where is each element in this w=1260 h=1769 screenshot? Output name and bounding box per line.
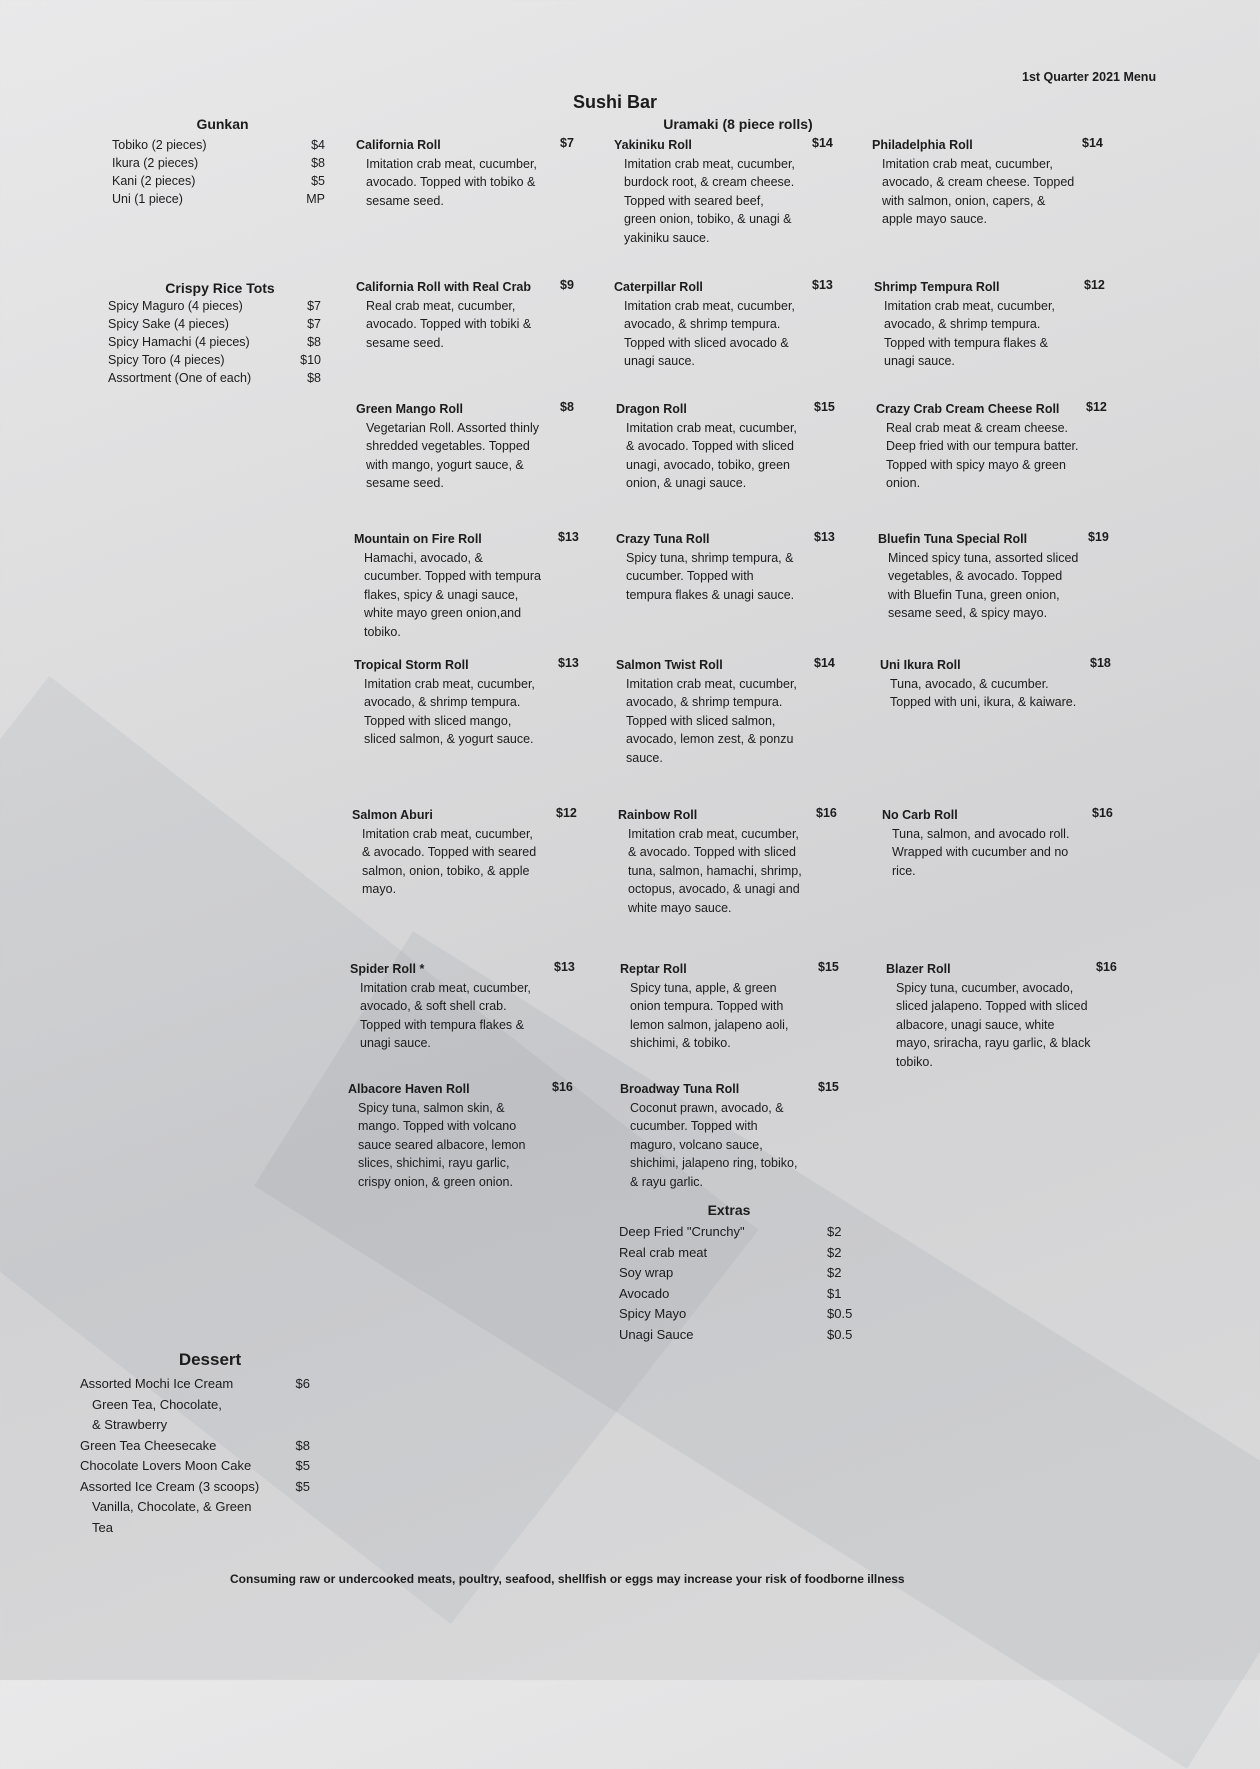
- menu-item: [108, 333, 321, 351]
- menu-item: [619, 1263, 859, 1284]
- roll-description: Coconut prawn, avocado, & cucumber. Topped with maguro, volcano sauce, shichimi, jalapeno ring, tobiko, & rayu garlic.: [630, 1100, 798, 1189]
- roll-description: Imitation crab meat, cucumber, avocado, & cream cheese. Topped with salmon, onion, capers, & apple mayo sauce.: [882, 156, 1075, 226]
- item-price: $7: [307, 317, 321, 331]
- section-heading-gunkan: Gunkan: [196, 116, 249, 132]
- roll-price: $9: [560, 278, 574, 292]
- roll-name: Philadelphia Roll: [872, 138, 973, 152]
- roll-name: No Carb Roll: [882, 808, 958, 822]
- roll-description: Imitation crab meat, cucumber, & avocado. Topped with seared salmon, onion, tobiko, & apple mayo.: [362, 826, 537, 896]
- item-name: Assorted Mochi Ice Cream: [80, 1376, 234, 1391]
- item-name: Chocolate Lovers Moon Cake: [80, 1458, 252, 1473]
- item-price: $4: [311, 138, 325, 152]
- roll-description: Minced spicy tuna, assorted sliced vegetables, & avocado. Topped with Bluefin Tuna, green onion, sesame seed, & spicy mayo.: [888, 550, 1079, 620]
- menu-item: [108, 369, 321, 387]
- roll-price: $16: [1096, 960, 1117, 974]
- roll-description: Imitation crab meat, cucumber, avocado. Topped with tobiko & sesame seed.: [366, 156, 537, 208]
- roll-description: Imitation crab meat, cucumber, & avocado. Topped with sliced unagi, avocado, tobiko, green onion, & unagi sauce.: [626, 420, 797, 490]
- menu-item: [112, 154, 325, 172]
- menu-item: [108, 351, 321, 369]
- roll-name: California Roll with Real Crab: [356, 280, 532, 294]
- roll-name: Blazer Roll: [886, 962, 951, 976]
- roll-item: [356, 278, 544, 352]
- roll-price: $14: [812, 136, 833, 150]
- roll-price: $13: [558, 656, 579, 670]
- roll-item: [874, 278, 1079, 371]
- item-name: Unagi Sauce: [619, 1326, 694, 1342]
- roll-description: Spicy tuna, shrimp tempura, & cucumber. Topped with tempura flakes & unagi sauce.: [626, 550, 795, 602]
- item-description: & Strawberry: [92, 1417, 168, 1432]
- roll-item: [872, 136, 1077, 229]
- roll-item: [356, 400, 544, 493]
- roll-price: $8: [560, 400, 574, 414]
- item-description: Green Tea, Chocolate,: [92, 1396, 222, 1412]
- roll-name: Tropical Storm Roll: [354, 658, 469, 672]
- roll-description: Imitation crab meat, cucumber, avocado, & shrimp tempura. Topped with sliced salmon, avocado, lemon zest, & ponzu sauce.: [626, 676, 797, 765]
- roll-price: $13: [554, 960, 575, 974]
- roll-item: [876, 400, 1081, 493]
- roll-item: [878, 530, 1083, 623]
- item-price: $5: [295, 1478, 310, 1494]
- item-price: $10: [300, 353, 321, 367]
- roll-item: [882, 806, 1087, 880]
- roll-price: $18: [1090, 656, 1111, 670]
- item-name: Real crab meat: [619, 1244, 708, 1260]
- roll-description: Real crab meat & cream cheese. Deep fried with our tempura batter. Topped with spicy mayo & green onion.: [886, 420, 1079, 490]
- item-name: Kani (2 pieces): [112, 174, 196, 188]
- roll-item: [620, 960, 805, 1053]
- roll-item: [352, 806, 540, 899]
- menu-item: [108, 315, 321, 333]
- item-name: Spicy Sake (4 pieces): [108, 317, 229, 331]
- roll-item: [616, 656, 801, 767]
- roll-item: [620, 1080, 805, 1191]
- menu-item: [619, 1243, 859, 1264]
- roll-price: $12: [556, 806, 577, 820]
- dessert-list: [80, 1374, 310, 1538]
- shadow-overlay: [254, 931, 1260, 1768]
- item-price: $8: [311, 156, 325, 170]
- menu-item: [80, 1436, 310, 1457]
- section-heading-uramaki: Uramaki (8 piece rolls): [663, 116, 813, 132]
- item-name: Green Tea Cheesecake: [80, 1437, 217, 1453]
- roll-item: [616, 400, 801, 493]
- item-name: Assorted Ice Cream (3 scoops): [80, 1478, 260, 1494]
- extras-list: [619, 1222, 859, 1345]
- disclaimer: Consuming raw or undercooked meats, poultry, seafood, shellfish or eggs may increase your risk of foodborne illness: [230, 1572, 905, 1586]
- roll-description: Imitation crab meat, cucumber, & avocado. Topped with sliced tuna, salmon, hamachi, shrimp, octopus, avocado, & unagi and white mayo sauce.: [628, 826, 802, 915]
- roll-item: [616, 530, 801, 604]
- roll-description: Spicy tuna, cucumber, avocado, sliced jalapeno. Topped with sliced albacore, unagi sauce, white mayo, sriracha, rayu garlic, & black tobiko.: [896, 980, 1091, 1069]
- roll-name: Albacore Haven Roll: [348, 1082, 470, 1096]
- roll-price: $14: [814, 656, 835, 670]
- roll-name: Salmon Twist Roll: [616, 658, 723, 672]
- item-name: Avocado: [619, 1285, 670, 1301]
- roll-name: Mountain on Fire Roll: [354, 532, 482, 546]
- menu-item: [619, 1304, 859, 1325]
- roll-description: Imitation crab meat, cucumber, avocado, & shrimp tempura. Topped with sliced mango, sliced salmon, & yogurt sauce.: [364, 676, 535, 746]
- item-description: Tea: [92, 1519, 113, 1535]
- roll-name: Yakiniku Roll: [614, 138, 692, 152]
- roll-description: Spicy tuna, salmon skin, & mango. Topped with volcano sauce seared albacore, lemon slices, shichimi, rayu garlic, crispy onion, & green onion.: [358, 1100, 526, 1189]
- item-price: $2: [827, 1244, 842, 1260]
- roll-price: $7: [560, 136, 574, 150]
- roll-price: $12: [1086, 400, 1107, 414]
- roll-description: Real crab meat, cucumber, avocado. Topped with tobiki & sesame seed.: [366, 298, 532, 350]
- item-name: Deep Fried "Crunchy": [619, 1224, 745, 1239]
- roll-price: $15: [818, 960, 839, 974]
- section-heading-rice-tots: Crispy Rice Tots: [165, 280, 275, 296]
- menu-item: [619, 1325, 859, 1346]
- menu-item: [619, 1284, 859, 1305]
- roll-name: Shrimp Tempura Roll: [874, 280, 1000, 294]
- roll-description: Imitation crab meat, cucumber, avocado, & soft shell crab. Topped with tempura flakes & unagi sauce.: [360, 980, 531, 1050]
- page-title: Sushi Bar: [573, 92, 658, 112]
- item-price: $8: [307, 371, 321, 385]
- roll-description: Imitation crab meat, cucumber, avocado, & shrimp tempura. Topped with tempura flakes & unagi sauce.: [884, 298, 1055, 368]
- roll-item: [886, 960, 1091, 1071]
- item-price: $6: [295, 1376, 310, 1391]
- item-price: MP: [306, 192, 325, 206]
- section-heading-dessert: Dessert: [178, 1350, 242, 1369]
- roll-price: $16: [552, 1080, 573, 1094]
- roll-name: Rainbow Roll: [618, 808, 698, 822]
- roll-description: Spicy tuna, apple, & green onion tempura. Topped with lemon salmon, jalapeno aoli, shichimi, & tobiko.: [630, 980, 789, 1050]
- roll-price: $16: [816, 806, 837, 820]
- item-price: $5: [295, 1458, 310, 1473]
- item-name: Tobiko (2 pieces): [112, 138, 207, 152]
- item-name: Spicy Toro (4 pieces): [108, 353, 225, 367]
- roll-name: Green Mango Roll: [356, 402, 463, 416]
- menu-item: [80, 1374, 310, 1395]
- item-price: $2: [827, 1265, 842, 1280]
- roll-price: $15: [818, 1080, 839, 1094]
- roll-item: [614, 136, 799, 247]
- section-heading-extras: Extras: [707, 1202, 751, 1218]
- roll-name: California Roll: [356, 138, 441, 152]
- item-price: $8: [307, 335, 321, 349]
- menu-item: [112, 172, 325, 190]
- roll-price: $12: [1084, 278, 1105, 292]
- menu-item: [112, 136, 325, 154]
- roll-name: Dragon Roll: [616, 402, 687, 416]
- roll-price: $14: [1082, 136, 1103, 150]
- roll-name: Crazy Crab Cream Cheese Roll: [876, 402, 1060, 416]
- item-name: Uni (1 piece): [112, 192, 183, 206]
- roll-name: Uni Ikura Roll: [880, 658, 961, 672]
- roll-description: Vegetarian Roll. Assorted thinly shredded vegetables. Topped with mango, yogurt sauce, & sesame seed.: [366, 420, 540, 490]
- item-name: Spicy Mayo: [619, 1306, 687, 1321]
- roll-item: [354, 530, 542, 641]
- roll-price: $13: [812, 278, 833, 292]
- roll-item: [356, 136, 544, 210]
- roll-name: Broadway Tuna Roll: [620, 1082, 740, 1096]
- menu-label: 1st Quarter 2021 Menu: [1022, 70, 1157, 84]
- gunkan-list: [112, 136, 325, 208]
- item-name: Ikura (2 pieces): [112, 156, 199, 170]
- item-description: Vanilla, Chocolate, & Green: [92, 1499, 252, 1514]
- roll-name: Spider Roll *: [350, 962, 425, 976]
- roll-item: [350, 960, 538, 1053]
- item-price: $1: [827, 1285, 842, 1301]
- rice-tots-list: [108, 297, 321, 387]
- roll-price: $13: [814, 530, 835, 544]
- roll-price: $16: [1092, 806, 1113, 820]
- item-name: Spicy Hamachi (4 pieces): [108, 335, 250, 349]
- item-price: $0.5: [827, 1326, 853, 1342]
- item-name: Soy wrap: [619, 1265, 674, 1280]
- roll-description: Imitation crab meat, cucumber, avocado, & shrimp tempura. Topped with sliced avocado & unagi sauce.: [624, 298, 795, 368]
- roll-description: Hamachi, avocado, & cucumber. Topped with tempura flakes, spicy & unagi sauce, white mayo green onion,and tobiko.: [364, 550, 541, 639]
- roll-price: $19: [1088, 530, 1109, 544]
- item-price: $8: [295, 1437, 310, 1453]
- roll-price: $15: [814, 400, 835, 414]
- roll-name: Bluefin Tuna Special Roll: [878, 532, 1028, 546]
- item-price: $7: [307, 299, 321, 313]
- item-price: $2: [827, 1224, 842, 1239]
- item-name: Spicy Maguro (4 pieces): [108, 299, 243, 313]
- roll-name: Reptar Roll: [620, 962, 687, 976]
- menu-item: [619, 1222, 859, 1243]
- menu-item: [80, 1456, 310, 1477]
- roll-price: $13: [558, 530, 579, 544]
- roll-item: [354, 656, 542, 749]
- roll-item: [618, 806, 803, 917]
- menu-item: [112, 190, 325, 208]
- roll-item: [614, 278, 799, 371]
- roll-name: Caterpillar Roll: [614, 280, 703, 294]
- roll-description: Tuna, avocado, & cucumber. Topped with uni, ikura, & kaiware.: [890, 676, 1077, 709]
- roll-name: Salmon Aburi: [352, 808, 433, 822]
- roll-description: Tuna, salmon, and avocado roll. Wrapped with cucumber and no rice.: [892, 826, 1070, 878]
- item-name: Assortment (One of each): [108, 371, 252, 385]
- roll-item: [880, 656, 1085, 712]
- item-price: $0.5: [827, 1306, 853, 1321]
- roll-name: Crazy Tuna Roll: [616, 532, 710, 546]
- item-price: $5: [311, 174, 325, 188]
- menu-item: [80, 1477, 310, 1498]
- roll-item: [348, 1080, 536, 1191]
- menu-item: [108, 297, 321, 315]
- roll-description: Imitation crab meat, cucumber, burdock root, & cream cheese. Topped with seared beef, green onion, tobiko, & unagi & yakiniku sauce.: [624, 156, 795, 245]
